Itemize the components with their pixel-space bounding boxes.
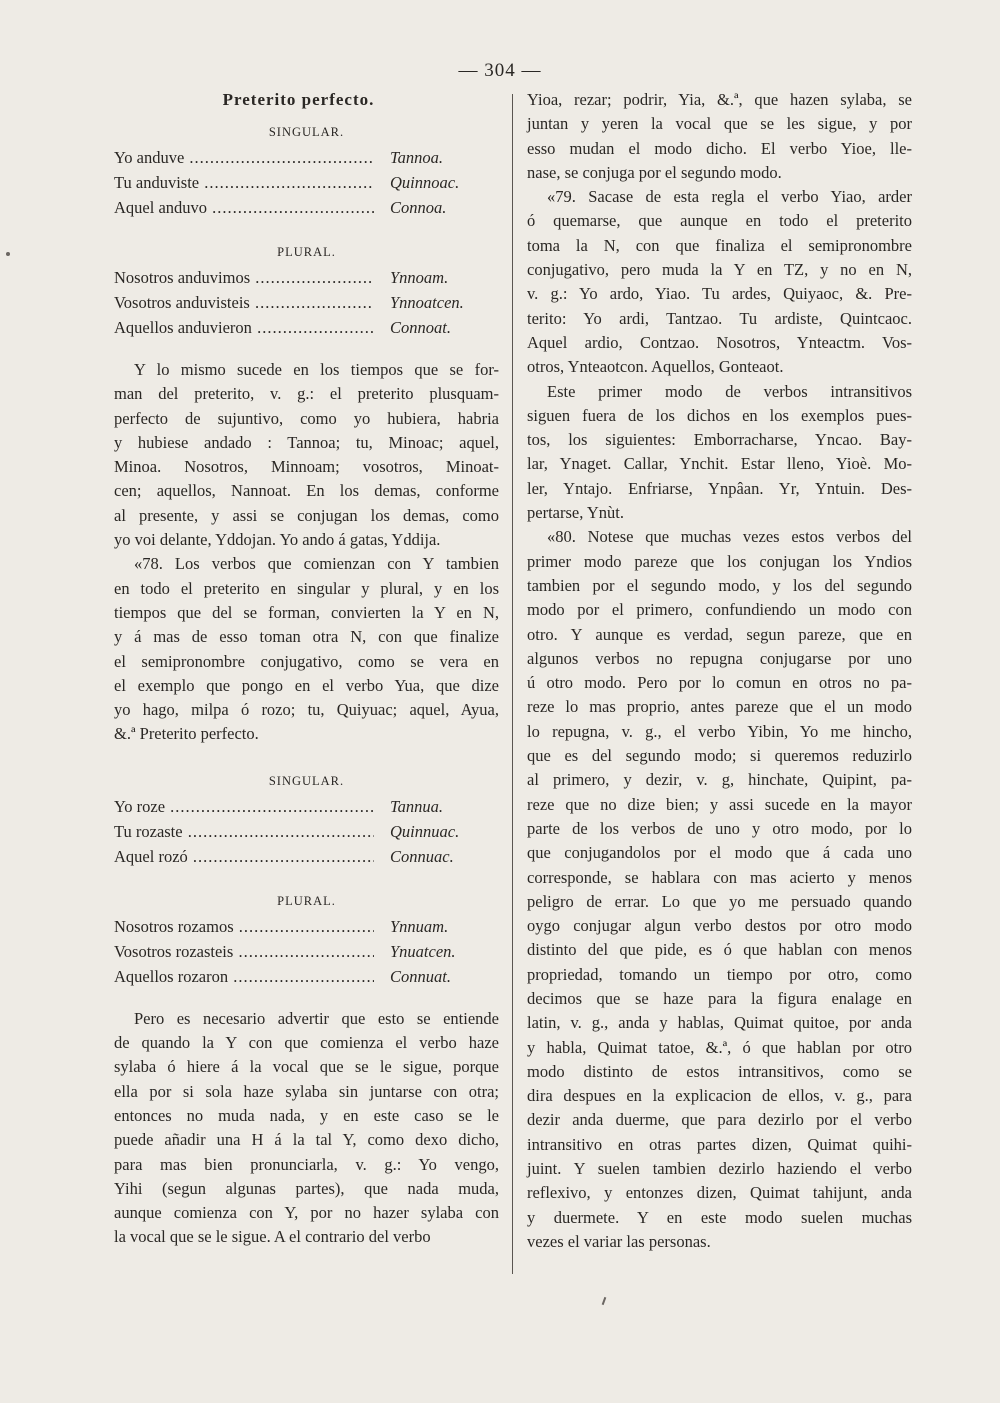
- native-form: Ynnoam.: [390, 268, 449, 287]
- native-form: Connoat.: [390, 318, 451, 337]
- native-form: Connuac.: [390, 846, 454, 866]
- paragraph: [114, 1007, 499, 1250]
- text-line: decimos que se haze para la figura enalage en: [527, 988, 912, 1008]
- text-line: Yihi (segun algunas partes), que nada muda,: [114, 1178, 499, 1198]
- text-line: Pero es necesario advertir que esto se entiende: [134, 1008, 499, 1028]
- text-line: de quando la Y con que comienza el verbo haze: [114, 1033, 499, 1053]
- text-line: dezir anda duerme, que para dezirlo por el verbo: [527, 1110, 912, 1130]
- conjugation-row: [114, 794, 499, 819]
- text-line: ó quemarse, que aunque en todo el preterito: [527, 211, 912, 231]
- text-line: primer modo pareze que los conjugan los Yndios: [527, 551, 912, 571]
- text-line: Aquel ardio, Contzao. Nosotros, Ynteactm. Vos-: [527, 332, 912, 352]
- spanish-form: Tu rozaste .....: [114, 819, 374, 844]
- text-line: algunos verbos no repugna conjugarse por uno: [527, 648, 912, 668]
- spanish-form: Aquellos rozaron .....: [114, 964, 374, 989]
- text-line: nase, se conjuga por el segundo modo.: [527, 162, 782, 182]
- text-line: latin, v. g., anda y hablas, Quimat quitoe, por anda: [527, 1013, 912, 1033]
- conjugation-row: [114, 939, 499, 964]
- text-line: Este primer modo de verbos intransitivos: [547, 381, 912, 401]
- section-title: Preterito perfecto.: [222, 90, 375, 109]
- spanish-form: Aquellos anduvieron .....: [114, 315, 374, 340]
- conjugation-row: [114, 170, 499, 195]
- page-number: — 304 —: [458, 60, 542, 81]
- margin-dot: [6, 252, 10, 256]
- conjugation-row: [114, 914, 499, 939]
- native-form: Connuat.: [390, 966, 451, 986]
- text-line: juint. Y suelen tambien dezirlo haziendo el verbo: [527, 1159, 912, 1179]
- text-line: entonces no muda nada, y en este caso se le: [114, 1105, 499, 1125]
- conjugation-row: [114, 290, 499, 315]
- text-line: «79. Sacase de esta regla el verbo Yiao, arder: [547, 187, 912, 207]
- text-line: toma la N, con que finaliza el semipronombre: [527, 235, 912, 255]
- margin-mark: [602, 1297, 607, 1305]
- paragraph: [114, 358, 499, 552]
- paragraph: [527, 380, 912, 526]
- conjugation-row: [114, 819, 499, 844]
- text-line: ú otro modo. Pero por lo comun en otros no pa-: [527, 673, 912, 693]
- text-line: «78. Los verbos que comienzan con Y tambien: [134, 554, 499, 574]
- text-line: Minoa. Nosotros, Minnoam; vosotros, Minoat-: [114, 457, 499, 477]
- text-line: propriedad, tomando un tiempo por otro, como: [527, 964, 912, 984]
- text-line: el semipronombre conjugativo, como se vera en: [114, 651, 499, 671]
- right-column: [527, 88, 912, 1254]
- text-line: el exemplo que pongo en el verbo Yua, que dize: [114, 675, 499, 695]
- plural-label: PLURAL.: [277, 893, 336, 908]
- text-line: otro. Y aunque es verdad, segun pareze, que en: [527, 624, 912, 644]
- native-form: Quinnoac.: [390, 173, 460, 192]
- conjugation-row: [114, 964, 499, 989]
- text-line: reze que no dize bien; y assi sucede en la mayor: [527, 794, 912, 814]
- text-line: reze lo mas proprio, antes pareze que el un modo: [527, 697, 912, 717]
- conjugation-row: [114, 195, 499, 220]
- spanish-form: Yo anduve .....: [114, 145, 374, 170]
- conjugation-table: [114, 794, 499, 869]
- conjugation-table: [114, 145, 499, 220]
- text-line: tos, los siguientes: Emborracharse, Yncao. Bay-: [527, 430, 912, 450]
- text-line: oygo conjugar algun verbo destos por otro modo: [527, 916, 912, 936]
- text-line: modo distinto de estos intransitivos, como se: [527, 1061, 912, 1081]
- text-line: tiempos que del se forman, convierten la Y en N,: [114, 602, 499, 622]
- paragraph: [114, 552, 499, 746]
- text-line: Y lo mismo sucede en los tiempos que se for-: [134, 360, 499, 379]
- text-line: tambien por el segundo modo, y los del segundo: [527, 575, 912, 595]
- text-line: en todo el preterito en singular y plural, y en los: [114, 578, 499, 598]
- text-line: la vocal que se le sigue. A el contrario del verbo: [114, 1227, 431, 1247]
- text-line: intransitivo en otras partes dizen, Quimat quihi-: [527, 1134, 912, 1154]
- conjugation-row: [114, 844, 499, 869]
- text-line: pertarse, Ynùt.: [527, 503, 624, 523]
- paragraph: [527, 88, 912, 185]
- text-line: corresponde, se hablara con mas acierto y menos: [527, 867, 912, 887]
- conjugation-row: [114, 315, 499, 340]
- text-line: ella por si sola haze sylaba sin juntarse con otra;: [114, 1081, 499, 1101]
- native-form: Tannua.: [390, 796, 444, 816]
- text-line: al primero, y dezir, v. g, hinchate, Quipint, pa-: [527, 770, 912, 790]
- text-line: que conjugandolos por el modo que á cada uno: [527, 843, 912, 863]
- conjugation-table: [114, 914, 499, 989]
- text-line: sylaba ó hiere á la vocal que se le sigue, porque: [114, 1057, 499, 1077]
- native-form: Quinnuac.: [390, 821, 460, 841]
- conjugation-table: [114, 265, 499, 340]
- text-line: esso mudan el modo dicho. El verbo Yioe, lle-: [527, 138, 912, 158]
- column-divider: [512, 94, 513, 1274]
- spanish-form: Aquel anduvo .....: [114, 195, 374, 220]
- left-column: [114, 88, 499, 1250]
- text-line: terito: Yo ardi, Tantzao. Tu ardiste, Quintcaoc.: [527, 308, 912, 328]
- native-form: Connoa.: [390, 198, 447, 217]
- text-line: man del preterito, v. g.: el preterito plusquam-: [114, 384, 499, 404]
- text-line: distinto del que pide, es ó que hablan con menos: [527, 940, 912, 960]
- text-line: dira despues en la explicacion de ellos, v. g., para: [527, 1086, 912, 1106]
- text-line: «80. Notese que muchas vezes estos verbos del: [547, 527, 912, 547]
- text-line: otros, Ynteaotcon. Aquellos, Gonteaot.: [527, 357, 784, 377]
- text-line: perfecto de sujuntivo, como yo hubiera, habria: [114, 408, 499, 428]
- text-line: modo por el primero, confundiendo un modo con: [527, 600, 912, 620]
- text-line: puede añadir una H á la tal Y, como dexo dicho,: [114, 1130, 499, 1150]
- text-line: yo hago, milpa ó rozo; tu, Quiyuac; aquel, Ayua,: [114, 700, 499, 720]
- text-line: &.ª Preterito perfecto.: [114, 724, 259, 744]
- conjugation-row: [114, 145, 499, 170]
- text-line: vezes el variar las personas.: [527, 1231, 711, 1251]
- text-line: Yioa, rezar; podrir, Yia, &.ª, que hazen sylaba, se: [527, 90, 912, 109]
- text-line: v. g.: Yo ardo, Yiao. Tu ardes, Quiyaoc, &. Pre-: [527, 284, 912, 304]
- singular-label: SINGULAR.: [268, 125, 345, 139]
- singular-label: SINGULAR.: [268, 773, 345, 788]
- text-line: cen; aquellos, Nannoat. En los demas, conforme: [114, 481, 499, 501]
- text-line: y á mas de esso toman otra N, con que finalize: [114, 627, 499, 647]
- native-form: Ynuatcen.: [390, 941, 456, 961]
- spanish-form: Vosotros rozasteis .....: [114, 939, 374, 964]
- text-line: yo voi delante, Yddojan. Yo ando á gatas, Yddija.: [114, 530, 441, 550]
- spanish-form: Aquel rozó .....: [114, 844, 374, 869]
- text-line: que es del segundo modo; si queremos reduzirlo: [527, 746, 912, 766]
- text-line: ler, Yntajo. Enfriarse, Ynpâan. Yr, Yntuin. Des-: [527, 478, 912, 498]
- text-line: y duermete. Y en este modo suelen muchas: [527, 1207, 912, 1227]
- native-form: Ynnoatcen.: [390, 293, 464, 312]
- native-form: Ynnuam.: [390, 916, 449, 936]
- text-line: lar, Ynaget. Callar, Ynchit. Estar lleno, Yioè. Mo-: [527, 454, 912, 474]
- paragraph: [527, 185, 912, 379]
- spanish-form: Vosotros anduvisteis .....: [114, 290, 374, 315]
- text-line: y habla, Quimat tatoe, &.ª, ó que hablan por otro: [527, 1037, 912, 1057]
- native-form: Tannoa.: [390, 148, 444, 167]
- plural-label: PLURAL.: [277, 245, 336, 259]
- spanish-form: Yo roze .....: [114, 794, 374, 819]
- text-line: reflexivo, y entonzes dizen, Quimat tahijunt, anda: [527, 1183, 912, 1203]
- text-line: lo repugna, v. g., el verbo Yibin, Yo me hincho,: [527, 721, 912, 741]
- paragraph: [527, 525, 912, 1254]
- text-line: para mas bien pronunciarla, v. g.: Yo vengo,: [114, 1154, 499, 1174]
- text-line: siguen fuera de los dichos en los exemplos pues-: [527, 405, 912, 425]
- text-line: juntan y yeren la vocal que se les sigue, y por: [527, 114, 912, 134]
- text-line: peligro de errar. Lo que yo me persuado quando: [527, 891, 912, 911]
- spanish-form: Nosotros anduvimos .....: [114, 265, 374, 290]
- text-line: aunque comienza con Y, por no hazer sylaba con: [114, 1203, 499, 1223]
- text-line: al presente, y assi se conjugan los demas, como: [114, 505, 499, 525]
- spanish-form: Nosotros rozamos .....: [114, 914, 374, 939]
- text-line: conjugativo, pero muda la Y en TZ, y no en N,: [527, 260, 912, 280]
- text-line: y hubiese andado : Tannoa; tu, Minoac; aquel,: [114, 432, 499, 452]
- text-line: parte de los verbos de uno y otro modo, por lo: [527, 818, 912, 838]
- spanish-form: Tu anduviste .....: [114, 170, 374, 195]
- conjugation-row: [114, 265, 499, 290]
